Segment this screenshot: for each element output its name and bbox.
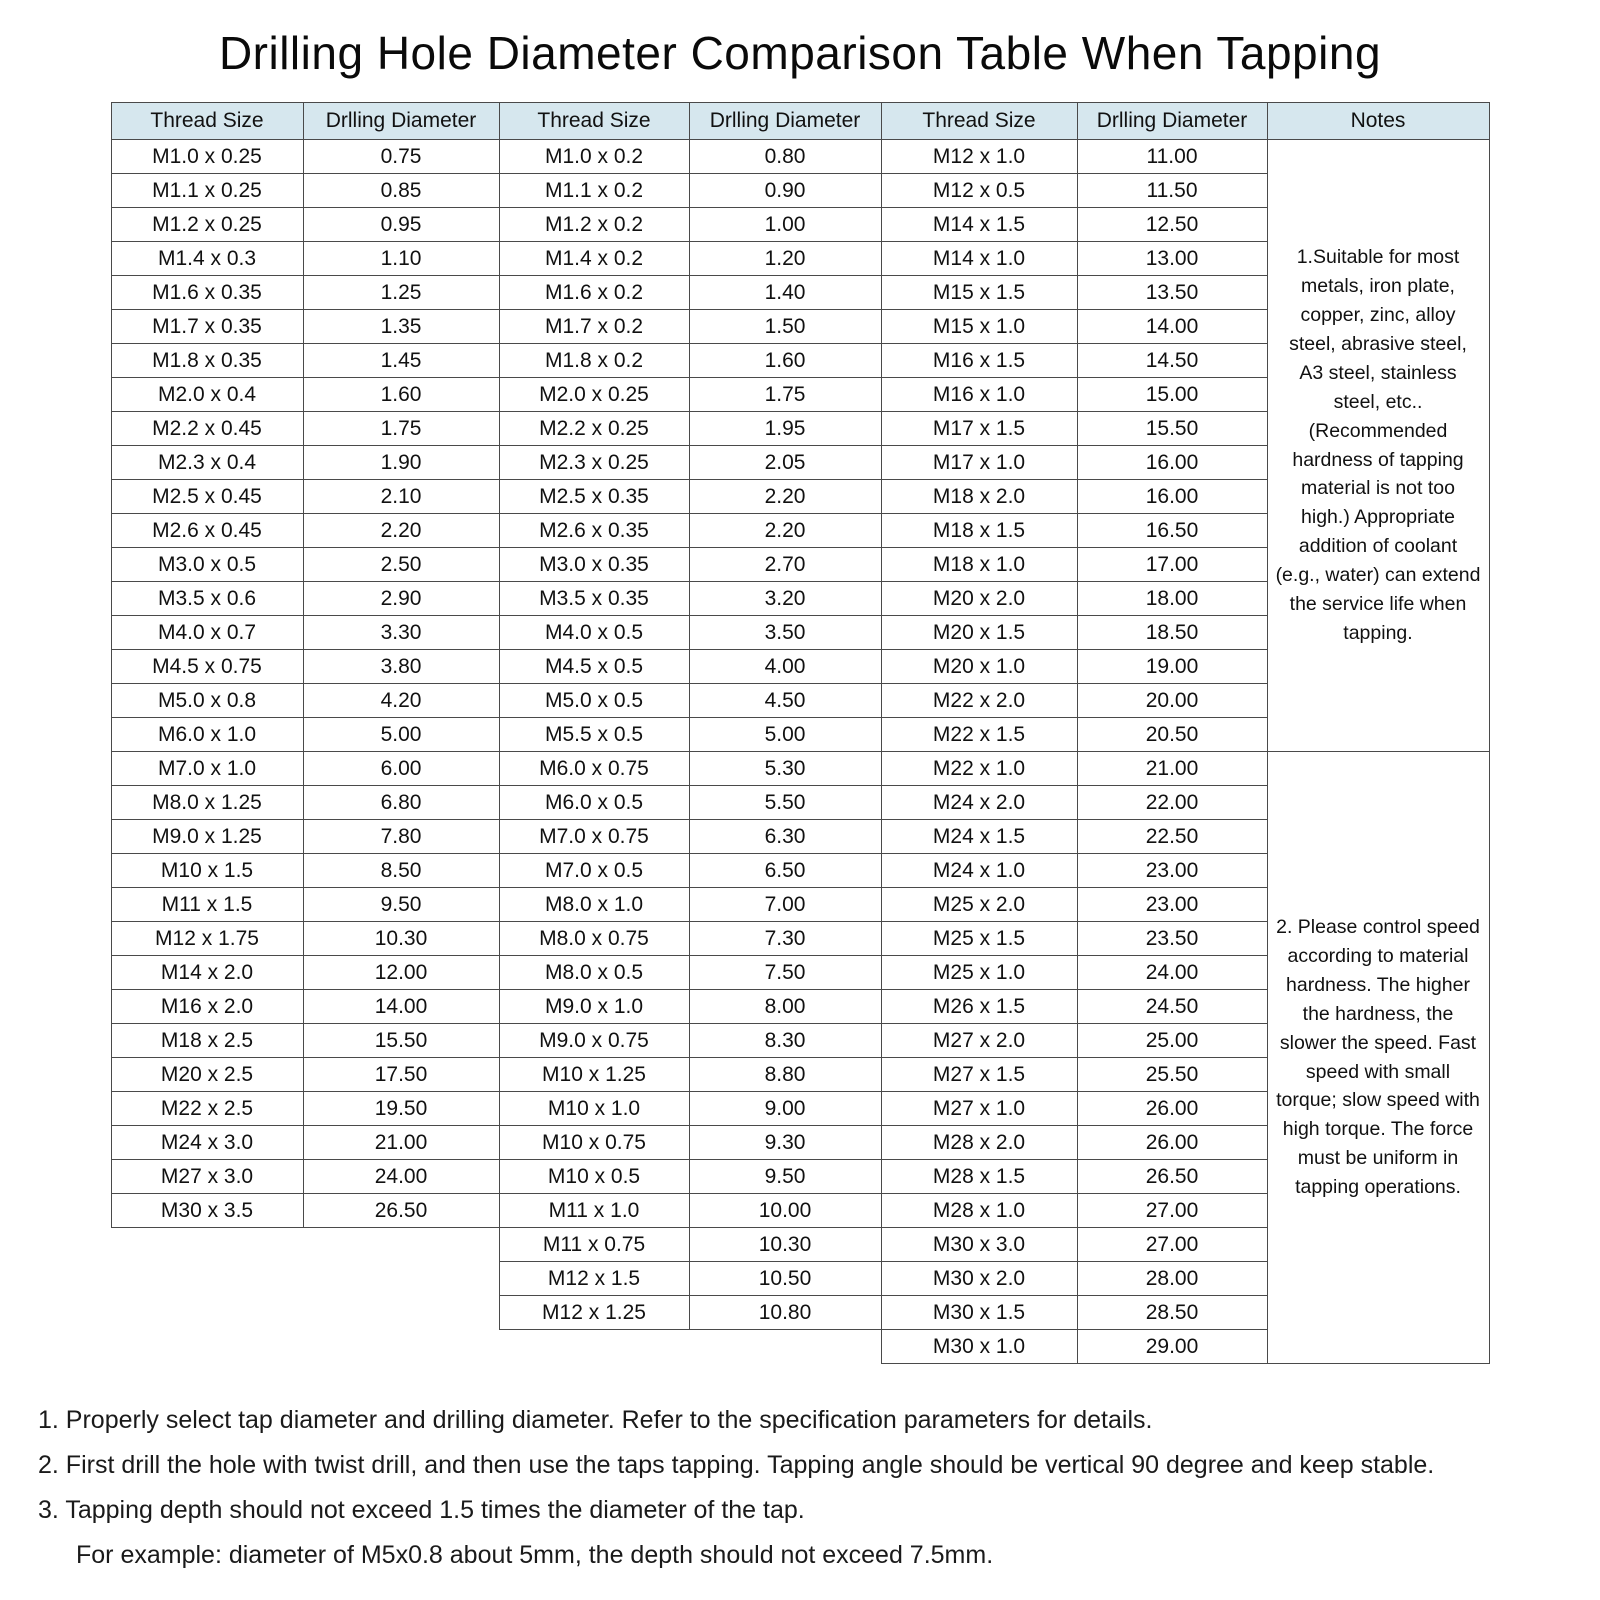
- thread-size-cell: M30 x 3.5: [111, 1194, 303, 1228]
- drilling-diameter-cell: 1.20: [689, 242, 881, 276]
- thread-size-cell: M10 x 1.0: [499, 1092, 689, 1126]
- thread-size-cell: M28 x 2.0: [881, 1126, 1077, 1160]
- drilling-diameter-cell: 3.20: [689, 582, 881, 616]
- header-drilling-diameter-3: Drlling Diameter: [1077, 103, 1267, 140]
- drilling-diameter-cell: 23.00: [1077, 854, 1267, 888]
- thread-size-cell: M4.5 x 0.5: [499, 650, 689, 684]
- empty-cell: [111, 1228, 303, 1262]
- thread-size-cell: M3.0 x 0.5: [111, 548, 303, 582]
- drilling-diameter-cell: 27.00: [1077, 1194, 1267, 1228]
- thread-size-cell: M24 x 2.0: [881, 786, 1077, 820]
- drilling-diameter-cell: 18.50: [1077, 616, 1267, 650]
- thread-size-cell: M30 x 1.0: [881, 1330, 1077, 1364]
- thread-size-cell: M4.0 x 0.5: [499, 616, 689, 650]
- drilling-diameter-cell: 1.90: [303, 446, 499, 480]
- drilling-diameter-cell: 3.80: [303, 650, 499, 684]
- drilling-diameter-cell: 16.00: [1077, 446, 1267, 480]
- drilling-diameter-cell: 4.20: [303, 684, 499, 718]
- thread-size-cell: M1.7 x 0.2: [499, 310, 689, 344]
- drilling-diameter-cell: 2.20: [689, 514, 881, 548]
- thread-size-cell: M12 x 1.5: [499, 1262, 689, 1296]
- thread-size-cell: M18 x 2.5: [111, 1024, 303, 1058]
- drilling-diameter-cell: 20.00: [1077, 684, 1267, 718]
- table-row: [111, 140, 1489, 174]
- empty-cell: [111, 1330, 303, 1364]
- drilling-diameter-cell: 1.95: [689, 412, 881, 446]
- drilling-diameter-cell: 23.50: [1077, 922, 1267, 956]
- drilling-diameter-cell: 0.90: [689, 174, 881, 208]
- thread-size-cell: M15 x 1.5: [881, 276, 1077, 310]
- thread-size-cell: M7.0 x 0.5: [499, 854, 689, 888]
- header-notes: Notes: [1267, 103, 1489, 140]
- thread-size-cell: M2.2 x 0.25: [499, 412, 689, 446]
- thread-size-cell: M15 x 1.0: [881, 310, 1077, 344]
- drilling-diameter-cell: 25.50: [1077, 1058, 1267, 1092]
- drilling-diameter-cell: 15.00: [1077, 378, 1267, 412]
- empty-cell: [499, 1330, 689, 1364]
- thread-size-cell: M8.0 x 0.75: [499, 922, 689, 956]
- thread-size-cell: M7.0 x 0.75: [499, 820, 689, 854]
- thread-size-cell: M18 x 1.5: [881, 514, 1077, 548]
- thread-size-cell: M12 x 1.75: [111, 922, 303, 956]
- header-thread-size-2: Thread Size: [499, 103, 689, 140]
- drilling-diameter-cell: 7.50: [689, 956, 881, 990]
- drilling-diameter-cell: 19.00: [1077, 650, 1267, 684]
- thread-size-cell: M1.2 x 0.2: [499, 208, 689, 242]
- drilling-diameter-cell: 1.35: [303, 310, 499, 344]
- thread-size-cell: M6.0 x 0.5: [499, 786, 689, 820]
- thread-size-cell: M1.1 x 0.2: [499, 174, 689, 208]
- drilling-diameter-cell: 1.75: [303, 412, 499, 446]
- drilling-diameter-cell: 1.10: [303, 242, 499, 276]
- thread-size-cell: M28 x 1.5: [881, 1160, 1077, 1194]
- drilling-diameter-cell: 24.00: [303, 1160, 499, 1194]
- drilling-diameter-cell: 22.00: [1077, 786, 1267, 820]
- drilling-diameter-cell: 14.50: [1077, 344, 1267, 378]
- thread-size-cell: M5.0 x 0.5: [499, 684, 689, 718]
- thread-size-cell: M2.3 x 0.4: [111, 446, 303, 480]
- thread-size-cell: M1.6 x 0.2: [499, 276, 689, 310]
- thread-size-cell: M10 x 1.5: [111, 854, 303, 888]
- footnotes: [38, 1398, 1600, 1578]
- drilling-diameter-cell: 9.50: [689, 1160, 881, 1194]
- thread-size-cell: M2.6 x 0.45: [111, 514, 303, 548]
- thread-size-cell: M25 x 1.0: [881, 956, 1077, 990]
- thread-size-cell: M12 x 1.25: [499, 1296, 689, 1330]
- thread-size-cell: M16 x 1.0: [881, 378, 1077, 412]
- thread-size-cell: M25 x 1.5: [881, 922, 1077, 956]
- thread-size-cell: M8.0 x 0.5: [499, 956, 689, 990]
- empty-cell: [303, 1330, 499, 1364]
- drilling-diameter-cell: 8.00: [689, 990, 881, 1024]
- thread-size-cell: M7.0 x 1.0: [111, 752, 303, 786]
- thread-size-cell: M20 x 1.0: [881, 650, 1077, 684]
- thread-size-cell: M30 x 1.5: [881, 1296, 1077, 1330]
- thread-size-cell: M1.8 x 0.35: [111, 344, 303, 378]
- drilling-diameter-cell: 7.80: [303, 820, 499, 854]
- thread-size-cell: M16 x 1.5: [881, 344, 1077, 378]
- thread-size-cell: M16 x 2.0: [111, 990, 303, 1024]
- thread-size-cell: M22 x 2.5: [111, 1092, 303, 1126]
- drilling-diameter-cell: 15.50: [1077, 412, 1267, 446]
- thread-size-cell: M1.0 x 0.25: [111, 140, 303, 174]
- drilling-diameter-cell: 14.00: [303, 990, 499, 1024]
- drilling-diameter-cell: 26.50: [1077, 1160, 1267, 1194]
- drilling-diameter-cell: 3.50: [689, 616, 881, 650]
- thread-size-cell: M10 x 1.25: [499, 1058, 689, 1092]
- thread-size-cell: M1.4 x 0.2: [499, 242, 689, 276]
- drilling-diameter-cell: 5.00: [303, 718, 499, 752]
- drilling-diameter-cell: 0.95: [303, 208, 499, 242]
- footnote-line-2: 2. First drill the hole with twist drill, and then use the taps tapping. Tapping angle should be vertical 90 degree and keep stable.: [38, 1451, 1435, 1479]
- thread-size-cell: M1.2 x 0.25: [111, 208, 303, 242]
- thread-size-cell: M17 x 1.5: [881, 412, 1077, 446]
- drilling-diameter-cell: 6.50: [689, 854, 881, 888]
- page-title: Drilling Hole Diameter Comparison Table When Tapping: [218, 27, 1382, 79]
- drilling-diameter-cell: 6.30: [689, 820, 881, 854]
- notes-cell: 1.Suitable for most metals, iron plate, copper, zinc, alloy steel, abrasive steel, A3 steel, stainless steel, etc..(Recommended hardness of tapping material is not too high.) Appropriate addition of coolant (e.g., water) can extend the service life when tapping.: [1267, 140, 1489, 752]
- drilling-diameter-cell: 24.00: [1077, 956, 1267, 990]
- drilling-diameter-cell: 13.50: [1077, 276, 1267, 310]
- drilling-diameter-cell: 2.10: [303, 480, 499, 514]
- drilling-diameter-cell: 14.00: [1077, 310, 1267, 344]
- table-header: [111, 103, 1489, 140]
- drilling-diameter-cell: 15.50: [303, 1024, 499, 1058]
- thread-size-cell: M30 x 3.0: [881, 1228, 1077, 1262]
- thread-size-cell: M14 x 1.0: [881, 242, 1077, 276]
- thread-size-cell: M22 x 1.0: [881, 752, 1077, 786]
- thread-size-cell: M1.1 x 0.25: [111, 174, 303, 208]
- comparison-table: [111, 102, 1490, 1364]
- thread-size-cell: M12 x 1.0: [881, 140, 1077, 174]
- drilling-diameter-cell: 23.00: [1077, 888, 1267, 922]
- drilling-diameter-cell: 3.30: [303, 616, 499, 650]
- thread-size-cell: M10 x 0.75: [499, 1126, 689, 1160]
- footnote-line-4: For example: diameter of M5x0.8 about 5mm, the depth should not exceed 7.5mm.: [76, 1541, 994, 1569]
- thread-size-cell: M2.5 x 0.45: [111, 480, 303, 514]
- thread-size-cell: M24 x 1.5: [881, 820, 1077, 854]
- thread-size-cell: M14 x 2.0: [111, 956, 303, 990]
- drilling-diameter-cell: 26.50: [303, 1194, 499, 1228]
- drilling-diameter-cell: 27.00: [1077, 1228, 1267, 1262]
- thread-size-cell: M20 x 1.5: [881, 616, 1077, 650]
- thread-size-cell: M5.5 x 0.5: [499, 718, 689, 752]
- drilling-diameter-cell: 0.80: [689, 140, 881, 174]
- drilling-diameter-cell: 1.75: [689, 378, 881, 412]
- table-body: [111, 140, 1489, 1364]
- drilling-diameter-cell: 1.60: [303, 378, 499, 412]
- thread-size-cell: M2.5 x 0.35: [499, 480, 689, 514]
- thread-size-cell: M9.0 x 0.75: [499, 1024, 689, 1058]
- drilling-diameter-cell: 16.50: [1077, 514, 1267, 548]
- thread-size-cell: M24 x 3.0: [111, 1126, 303, 1160]
- drilling-diameter-cell: 2.20: [303, 514, 499, 548]
- drilling-diameter-cell: 2.20: [689, 480, 881, 514]
- thread-size-cell: M6.0 x 1.0: [111, 718, 303, 752]
- notes-cell: 2. Please control speed according to material hardness. The higher the hardness, the slower the speed. Fast speed with small torque; slow speed with high torque. The force must be uniform in tapping operations.: [1267, 752, 1489, 1364]
- thread-size-cell: M30 x 2.0: [881, 1262, 1077, 1296]
- drilling-diameter-cell: 13.00: [1077, 242, 1267, 276]
- drilling-diameter-cell: 10.50: [689, 1262, 881, 1296]
- thread-size-cell: M17 x 1.0: [881, 446, 1077, 480]
- thread-size-cell: M26 x 1.5: [881, 990, 1077, 1024]
- thread-size-cell: M1.8 x 0.2: [499, 344, 689, 378]
- drilling-diameter-cell: 9.50: [303, 888, 499, 922]
- drilling-diameter-cell: 28.50: [1077, 1296, 1267, 1330]
- footnote-line-3: 3. Tapping depth should not exceed 1.5 times the diameter of the tap.: [38, 1496, 805, 1524]
- thread-size-cell: M2.0 x 0.25: [499, 378, 689, 412]
- drilling-diameter-cell: 9.30: [689, 1126, 881, 1160]
- thread-size-cell: M27 x 2.0: [881, 1024, 1077, 1058]
- drilling-diameter-cell: 1.00: [689, 208, 881, 242]
- table-row: [111, 752, 1489, 786]
- thread-size-cell: M20 x 2.0: [881, 582, 1077, 616]
- drilling-diameter-cell: 20.50: [1077, 718, 1267, 752]
- drilling-diameter-cell: 1.25: [303, 276, 499, 310]
- thread-size-cell: M22 x 1.5: [881, 718, 1077, 752]
- empty-cell: [111, 1296, 303, 1330]
- thread-size-cell: M5.0 x 0.8: [111, 684, 303, 718]
- empty-cell: [689, 1330, 881, 1364]
- header-row: [111, 103, 1489, 140]
- drilling-diameter-cell: 5.30: [689, 752, 881, 786]
- drilling-diameter-cell: 10.30: [303, 922, 499, 956]
- drilling-diameter-cell: 11.00: [1077, 140, 1267, 174]
- thread-size-cell: M18 x 2.0: [881, 480, 1077, 514]
- drilling-diameter-cell: 6.00: [303, 752, 499, 786]
- empty-cell: [111, 1262, 303, 1296]
- thread-size-cell: M9.0 x 1.0: [499, 990, 689, 1024]
- drilling-diameter-cell: 17.50: [303, 1058, 499, 1092]
- drilling-diameter-cell: 4.00: [689, 650, 881, 684]
- thread-size-cell: M22 x 2.0: [881, 684, 1077, 718]
- drilling-diameter-cell: 12.00: [303, 956, 499, 990]
- drilling-diameter-cell: 19.50: [303, 1092, 499, 1126]
- drilling-diameter-cell: 28.00: [1077, 1262, 1267, 1296]
- drilling-diameter-cell: 18.00: [1077, 582, 1267, 616]
- thread-size-cell: M9.0 x 1.25: [111, 820, 303, 854]
- thread-size-cell: M3.0 x 0.35: [499, 548, 689, 582]
- empty-cell: [303, 1296, 499, 1330]
- thread-size-cell: M25 x 2.0: [881, 888, 1077, 922]
- drilling-diameter-cell: 0.85: [303, 174, 499, 208]
- drilling-diameter-cell: 1.45: [303, 344, 499, 378]
- drilling-diameter-cell: 17.00: [1077, 548, 1267, 582]
- drilling-diameter-cell: 21.00: [303, 1126, 499, 1160]
- drilling-diameter-cell: 7.00: [689, 888, 881, 922]
- thread-size-cell: M1.6 x 0.35: [111, 276, 303, 310]
- drilling-diameter-cell: 22.50: [1077, 820, 1267, 854]
- drilling-diameter-cell: 16.00: [1077, 480, 1267, 514]
- thread-size-cell: M27 x 1.5: [881, 1058, 1077, 1092]
- drilling-diameter-cell: 4.50: [689, 684, 881, 718]
- drilling-diameter-cell: 5.50: [689, 786, 881, 820]
- thread-size-cell: M14 x 1.5: [881, 208, 1077, 242]
- thread-size-cell: M1.7 x 0.35: [111, 310, 303, 344]
- drilling-diameter-cell: 24.50: [1077, 990, 1267, 1024]
- thread-size-cell: M2.3 x 0.25: [499, 446, 689, 480]
- drilling-diameter-cell: 12.50: [1077, 208, 1267, 242]
- thread-size-cell: M4.0 x 0.7: [111, 616, 303, 650]
- drilling-diameter-cell: 25.00: [1077, 1024, 1267, 1058]
- thread-size-cell: M11 x 0.75: [499, 1228, 689, 1262]
- thread-size-cell: M8.0 x 1.0: [499, 888, 689, 922]
- thread-size-cell: M27 x 3.0: [111, 1160, 303, 1194]
- drilling-diameter-cell: 7.30: [689, 922, 881, 956]
- drilling-diameter-cell: 0.75: [303, 140, 499, 174]
- thread-size-cell: M2.6 x 0.35: [499, 514, 689, 548]
- drilling-diameter-cell: 2.90: [303, 582, 499, 616]
- header-drilling-diameter-1: Drlling Diameter: [303, 103, 499, 140]
- header-drilling-diameter-2: Drlling Diameter: [689, 103, 881, 140]
- thread-size-cell: M12 x 0.5: [881, 174, 1077, 208]
- drilling-diameter-cell: 8.30: [689, 1024, 881, 1058]
- thread-size-cell: M6.0 x 0.75: [499, 752, 689, 786]
- header-thread-size-1: Thread Size: [111, 103, 303, 140]
- thread-size-cell: M27 x 1.0: [881, 1092, 1077, 1126]
- thread-size-cell: M8.0 x 1.25: [111, 786, 303, 820]
- drilling-diameter-cell: 8.50: [303, 854, 499, 888]
- drilling-diameter-cell: 2.50: [303, 548, 499, 582]
- thread-size-cell: M3.5 x 0.35: [499, 582, 689, 616]
- drilling-diameter-cell: 5.00: [689, 718, 881, 752]
- thread-size-cell: M1.0 x 0.2: [499, 140, 689, 174]
- header-thread-size-3: Thread Size: [881, 103, 1077, 140]
- thread-size-cell: M11 x 1.0: [499, 1194, 689, 1228]
- drilling-diameter-cell: 8.80: [689, 1058, 881, 1092]
- thread-size-cell: M28 x 1.0: [881, 1194, 1077, 1228]
- drilling-diameter-cell: 9.00: [689, 1092, 881, 1126]
- drilling-diameter-cell: 10.30: [689, 1228, 881, 1262]
- thread-size-cell: M4.5 x 0.75: [111, 650, 303, 684]
- thread-size-cell: M20 x 2.5: [111, 1058, 303, 1092]
- drilling-diameter-cell: 1.40: [689, 276, 881, 310]
- thread-size-cell: M24 x 1.0: [881, 854, 1077, 888]
- thread-size-cell: M10 x 0.5: [499, 1160, 689, 1194]
- thread-size-cell: M18 x 1.0: [881, 548, 1077, 582]
- thread-size-cell: M1.4 x 0.3: [111, 242, 303, 276]
- footnote-line-1: 1. Properly select tap diameter and drilling diameter. Refer to the specification parameters for details.: [38, 1406, 1153, 1434]
- thread-size-cell: M3.5 x 0.6: [111, 582, 303, 616]
- drilling-diameter-cell: 10.80: [689, 1296, 881, 1330]
- drilling-diameter-cell: 26.00: [1077, 1092, 1267, 1126]
- drilling-diameter-cell: 21.00: [1077, 752, 1267, 786]
- thread-size-cell: M2.0 x 0.4: [111, 378, 303, 412]
- drilling-diameter-cell: 6.80: [303, 786, 499, 820]
- drilling-diameter-cell: 26.00: [1077, 1126, 1267, 1160]
- thread-size-cell: M2.2 x 0.45: [111, 412, 303, 446]
- drilling-diameter-cell: 1.50: [689, 310, 881, 344]
- drilling-diameter-cell: 11.50: [1077, 174, 1267, 208]
- empty-cell: [303, 1228, 499, 1262]
- drilling-diameter-cell: 1.60: [689, 344, 881, 378]
- drilling-diameter-cell: 10.00: [689, 1194, 881, 1228]
- drilling-diameter-cell: 29.00: [1077, 1330, 1267, 1364]
- drilling-diameter-cell: 2.05: [689, 446, 881, 480]
- empty-cell: [303, 1262, 499, 1296]
- drilling-diameter-cell: 2.70: [689, 548, 881, 582]
- thread-size-cell: M11 x 1.5: [111, 888, 303, 922]
